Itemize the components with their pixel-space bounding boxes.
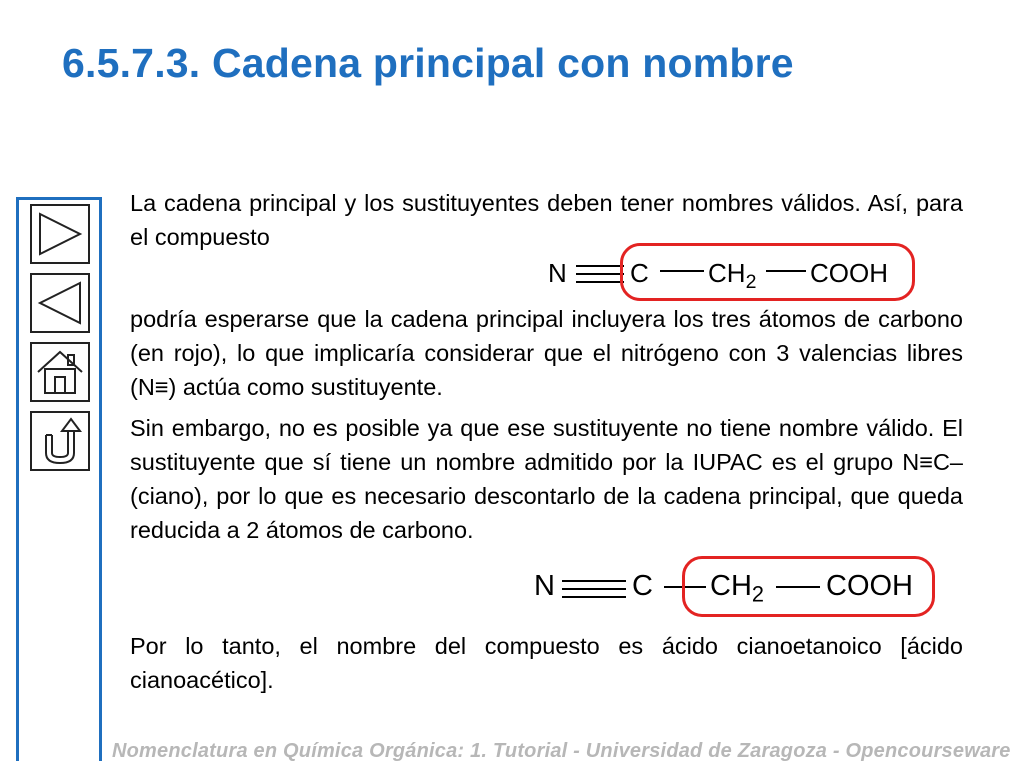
formula-nitrogen: N [548,258,567,288]
next-slide-button[interactable] [30,204,90,264]
formula-carboxyl: COOH [826,570,913,602]
triple-bond [576,265,624,267]
paragraph-conclusion: Por lo tanto, el nombre del compuesto es ácido cianoetanoico [ácido cianoacético]. [130,633,963,693]
triple-bond [576,281,624,283]
home-button[interactable] [30,342,90,402]
triple-bond [562,588,626,590]
triangle-right-icon [32,206,88,262]
formula-carbon: C [632,570,653,602]
triangle-left-icon [32,275,88,331]
u-turn-arrow-icon [32,413,88,469]
return-button[interactable] [30,411,90,471]
formula-carbon: C [630,258,649,288]
red-highlight-three-carbons [620,243,915,301]
red-highlight-two-carbons [682,556,935,617]
formula-carboxyl: COOH [810,258,888,288]
paragraph-hypothesis: podría esperarse que la cadena principal incluyera los tres átomos de carbono (en rojo), lo que implicaría considerar que el nitrógeno con 3 valencias libres (N≡) actúa como sustituyente. [130,306,963,400]
formula-methylene: $CH_2$ [710,570,764,607]
previous-slide-button[interactable] [30,273,90,333]
triple-bond [562,580,626,582]
triple-bond [576,273,624,275]
formula-nitrogen: N [534,570,555,602]
footer-credit: Nomenclatura en Química Orgánica: 1. Tutorial - Universidad de Zaragoza - Opencourseware [112,740,1011,762]
home-icon [32,344,88,400]
paragraph-explanation: Sin embargo, no es posible ya que ese sustituyente no tiene nombre válido. El sustituyente que sí tiene un nombre admitido por la IUPAC es el grupo N≡C– (ciano), por lo que es necesario descontarlo de la cadena principal, que queda reducida a 2 átomos de carbono. [130,415,963,543]
formula-methylene: $CH_2$ [708,258,757,293]
triple-bond [562,596,626,598]
page-title: 6.5.7.3. Cadena principal con nombre [62,40,794,86]
paragraph-intro: La cadena principal y los sustituyentes deben tener nombres válidos. Así, para el compuesto [130,190,963,250]
